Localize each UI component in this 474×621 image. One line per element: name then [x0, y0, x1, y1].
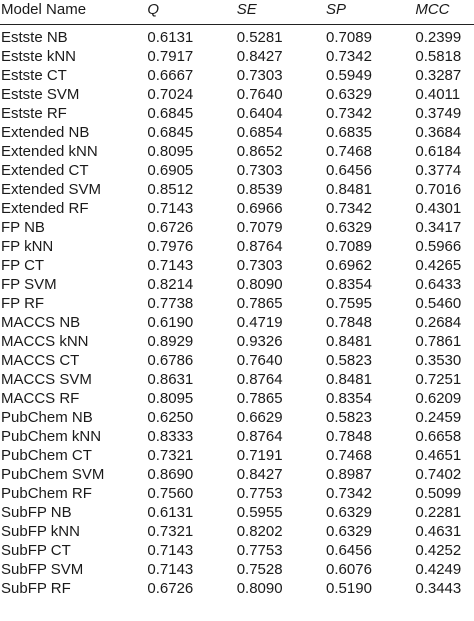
column-header-q: Q: [147, 0, 236, 25]
table-row: [0, 332, 474, 351]
cell-model-name: Extended CT: [1, 162, 89, 179]
table-row: [0, 427, 474, 446]
cell-mcc: 0.4011: [415, 86, 461, 103]
cell-se: 0.8652: [236, 143, 283, 160]
cell-sp: 0.6329: [326, 86, 372, 103]
cell-sp: 0.6329: [326, 504, 372, 521]
cell-model-name: FP kNN: [1, 238, 54, 255]
cell-sp: 0.7468: [326, 447, 372, 464]
cell-q: 0.8333: [147, 428, 194, 445]
cell-mcc: 0.2399: [415, 29, 462, 46]
cell-mcc: 0.3530: [415, 352, 462, 369]
cell-sp: 0.7595: [326, 295, 372, 312]
cell-se: 0.8427: [236, 466, 283, 483]
cell-sp: 0.6456: [326, 162, 372, 179]
cell-mcc: 0.6209: [415, 390, 462, 407]
cell-q: 0.8095: [147, 143, 194, 160]
table-row: [0, 104, 474, 123]
table-header: [0, 0, 474, 25]
cell-q: 0.8929: [147, 333, 194, 350]
cell-mcc: 0.5818: [415, 48, 462, 65]
cell-model-name: PubChem SVM: [1, 466, 105, 483]
table-row: [0, 237, 474, 256]
cell-model-name: FP SVM: [1, 276, 57, 293]
cell-mcc: 0.3749: [415, 105, 462, 122]
cell-mcc: 0.3417: [415, 219, 462, 236]
table-row: [0, 218, 474, 237]
cell-model-name: PubChem NB: [1, 409, 93, 426]
cell-q: 0.8214: [147, 276, 194, 293]
cell-q: 0.7560: [147, 485, 194, 502]
cell-q: 0.8690: [147, 466, 194, 483]
cell-q: 0.7143: [147, 257, 194, 274]
cell-sp: 0.6962: [326, 257, 372, 274]
cell-sp: 0.7848: [326, 428, 372, 445]
column-header-sp: SP: [326, 0, 415, 25]
cell-mcc: 0.5099: [415, 485, 462, 502]
table-row: [0, 408, 474, 427]
cell-model-name: Estste NB: [1, 29, 68, 46]
cell-se: 0.5281: [236, 29, 283, 46]
cell-sp: 0.7342: [326, 105, 372, 122]
cell-mcc: 0.6433: [415, 276, 462, 293]
table-row: [0, 199, 474, 218]
cell-se: 0.8202: [236, 523, 283, 540]
cell-model-name: MACCS RF: [1, 390, 80, 407]
cell-se: 0.8090: [236, 276, 283, 293]
header-row: [0, 0, 474, 25]
cell-q: 0.7976: [147, 238, 194, 255]
cell-model-name: Extended NB: [1, 124, 90, 141]
column-header-model-name: Model Name: [0, 0, 147, 25]
table-row: [0, 161, 474, 180]
table-row: [0, 370, 474, 389]
cell-sp: 0.8481: [326, 333, 372, 350]
cell-q: 0.7321: [147, 447, 194, 464]
cell-q: 0.6131: [147, 29, 194, 46]
cell-se: 0.8539: [236, 181, 283, 198]
cell-se: 0.7640: [236, 352, 283, 369]
table-body: [0, 25, 474, 599]
cell-sp: 0.5949: [326, 67, 372, 84]
cell-se: 0.8090: [236, 580, 283, 597]
cell-mcc: 0.7016: [415, 181, 462, 198]
table-row: [0, 275, 474, 294]
column-header-mcc: MCC: [415, 0, 474, 25]
cell-se: 0.7528: [236, 561, 283, 578]
table-row: [0, 66, 474, 85]
cell-q: 0.7917: [147, 48, 194, 65]
cell-model-name: FP CT: [1, 257, 45, 274]
cell-q: 0.6726: [147, 219, 194, 236]
table-row: [0, 560, 474, 579]
cell-se: 0.7191: [236, 447, 283, 464]
cell-model-name: PubChem RF: [1, 485, 92, 502]
cell-sp: 0.6456: [326, 542, 372, 559]
cell-q: 0.7024: [147, 86, 194, 103]
cell-sp: 0.6076: [326, 561, 372, 578]
cell-mcc: 0.2281: [415, 504, 462, 521]
cell-model-name: Estste CT: [1, 67, 67, 84]
cell-se: 0.7303: [236, 257, 283, 274]
table-row: [0, 389, 474, 408]
cell-q: 0.6845: [147, 124, 194, 141]
cell-model-name: Extended SVM: [1, 181, 102, 198]
cell-mcc: 0.3774: [415, 162, 462, 179]
cell-sp: 0.5190: [326, 580, 372, 597]
cell-model-name: MACCS kNN: [1, 333, 89, 350]
cell-q: 0.8512: [147, 181, 194, 198]
cell-se: 0.8764: [236, 371, 283, 388]
cell-sp: 0.8354: [326, 390, 372, 407]
cell-model-name: FP NB: [1, 219, 45, 236]
cell-mcc: 0.3443: [415, 580, 462, 597]
cell-sp: 0.7342: [326, 48, 372, 65]
table-row: [0, 180, 474, 199]
cell-mcc: 0.4265: [415, 257, 462, 274]
cell-se: 0.6854: [236, 124, 283, 141]
cell-model-name: MACCS SVM: [1, 371, 92, 388]
cell-sp: 0.6835: [326, 124, 372, 141]
cell-se: 0.7753: [236, 485, 283, 502]
cell-model-name: MACCS CT: [1, 352, 80, 369]
cell-mcc: 0.4651: [415, 447, 462, 464]
cell-mcc: 0.4252: [415, 542, 462, 559]
cell-se: 0.7079: [236, 219, 283, 236]
cell-q: 0.8095: [147, 390, 194, 407]
table-row: [0, 541, 474, 560]
cell-sp: 0.5823: [326, 409, 372, 426]
cell-q: 0.6190: [147, 314, 194, 331]
cell-model-name: Estste kNN: [1, 48, 77, 65]
table-row: [0, 294, 474, 313]
cell-model-name: Estste SVM: [1, 86, 80, 103]
cell-se: 0.8427: [236, 48, 283, 65]
table-row: [0, 522, 474, 541]
cell-sp: 0.7089: [326, 29, 372, 46]
cell-se: 0.7303: [236, 67, 283, 84]
cell-mcc: 0.5966: [415, 238, 462, 255]
cell-model-name: PubChem kNN: [1, 428, 102, 445]
cell-q: 0.6250: [147, 409, 194, 426]
cell-sp: 0.7468: [326, 143, 372, 160]
table-row: [0, 47, 474, 66]
cell-mcc: 0.3287: [415, 67, 462, 84]
cell-se: 0.9326: [236, 333, 283, 350]
cell-se: 0.7303: [236, 162, 283, 179]
table-row: [0, 85, 474, 104]
cell-sp: 0.7342: [326, 200, 372, 217]
cell-q: 0.6726: [147, 580, 194, 597]
cell-q: 0.6131: [147, 504, 194, 521]
cell-mcc: 0.4249: [415, 561, 462, 578]
cell-mcc: 0.4631: [415, 523, 462, 540]
cell-q: 0.7143: [147, 542, 194, 559]
cell-q: 0.7738: [147, 295, 194, 312]
cell-mcc: 0.7402: [415, 466, 462, 483]
cell-model-name: MACCS NB: [1, 314, 81, 331]
cell-se: 0.8764: [236, 238, 283, 255]
table-row: [0, 579, 474, 598]
cell-mcc: 0.6658: [415, 428, 462, 445]
cell-mcc: 0.7861: [415, 333, 462, 350]
cell-se: 0.6966: [236, 200, 283, 217]
cell-se: 0.6629: [236, 409, 283, 426]
cell-se: 0.7865: [236, 295, 283, 312]
cell-sp: 0.7848: [326, 314, 372, 331]
cell-sp: 0.8354: [326, 276, 372, 293]
table-row: [0, 256, 474, 275]
table-row: [0, 25, 474, 48]
cell-model-name: Estste RF: [1, 105, 67, 122]
cell-model-name: SubFP NB: [1, 504, 72, 521]
table-row: [0, 123, 474, 142]
cell-se: 0.5955: [236, 504, 283, 521]
cell-sp: 0.8481: [326, 181, 372, 198]
column-header-se: SE: [237, 0, 326, 25]
cell-se: 0.7753: [236, 542, 283, 559]
cell-se: 0.4719: [236, 314, 283, 331]
cell-mcc: 0.7251: [415, 371, 462, 388]
cell-mcc: 0.2459: [415, 409, 462, 426]
cell-se: 0.7640: [236, 86, 283, 103]
cell-sp: 0.8987: [326, 466, 372, 483]
cell-sp: 0.8481: [326, 371, 372, 388]
cell-se: 0.6404: [236, 105, 283, 122]
table-row: [0, 446, 474, 465]
cell-model-name: PubChem CT: [1, 447, 92, 464]
cell-q: 0.7143: [147, 200, 194, 217]
cell-model-name: SubFP CT: [1, 542, 71, 559]
cell-model-name: Extended kNN: [1, 143, 98, 160]
cell-sp: 0.7342: [326, 485, 372, 502]
cell-se: 0.7865: [236, 390, 283, 407]
cell-q: 0.8631: [147, 371, 194, 388]
cell-sp: 0.5823: [326, 352, 372, 369]
cell-sp: 0.7089: [326, 238, 372, 255]
cell-mcc: 0.3684: [415, 124, 462, 141]
cell-model-name: Extended RF: [1, 200, 89, 217]
table-row: [0, 142, 474, 161]
table-row: [0, 503, 474, 522]
cell-model-name: SubFP SVM: [1, 561, 84, 578]
table-row: [0, 351, 474, 370]
table-row: [0, 313, 474, 332]
cell-model-name: FP RF: [1, 295, 45, 312]
cell-sp: 0.6329: [326, 219, 372, 236]
cell-model-name: SubFP kNN: [1, 523, 80, 540]
cell-mcc: 0.4301: [415, 200, 462, 217]
table-row: [0, 484, 474, 503]
cell-q: 0.6845: [147, 105, 194, 122]
cell-q: 0.6905: [147, 162, 194, 179]
cell-model-name: SubFP RF: [1, 580, 71, 597]
table-row: [0, 465, 474, 484]
cell-mcc: 0.6184: [415, 143, 462, 160]
cell-mcc: 0.2684: [415, 314, 462, 331]
cell-q: 0.6786: [147, 352, 194, 369]
cell-sp: 0.6329: [326, 523, 372, 540]
cell-se: 0.8764: [236, 428, 283, 445]
cell-q: 0.7321: [147, 523, 194, 540]
cell-q: 0.7143: [147, 561, 194, 578]
cell-mcc: 0.5460: [415, 295, 462, 312]
cell-q: 0.6667: [147, 67, 194, 84]
